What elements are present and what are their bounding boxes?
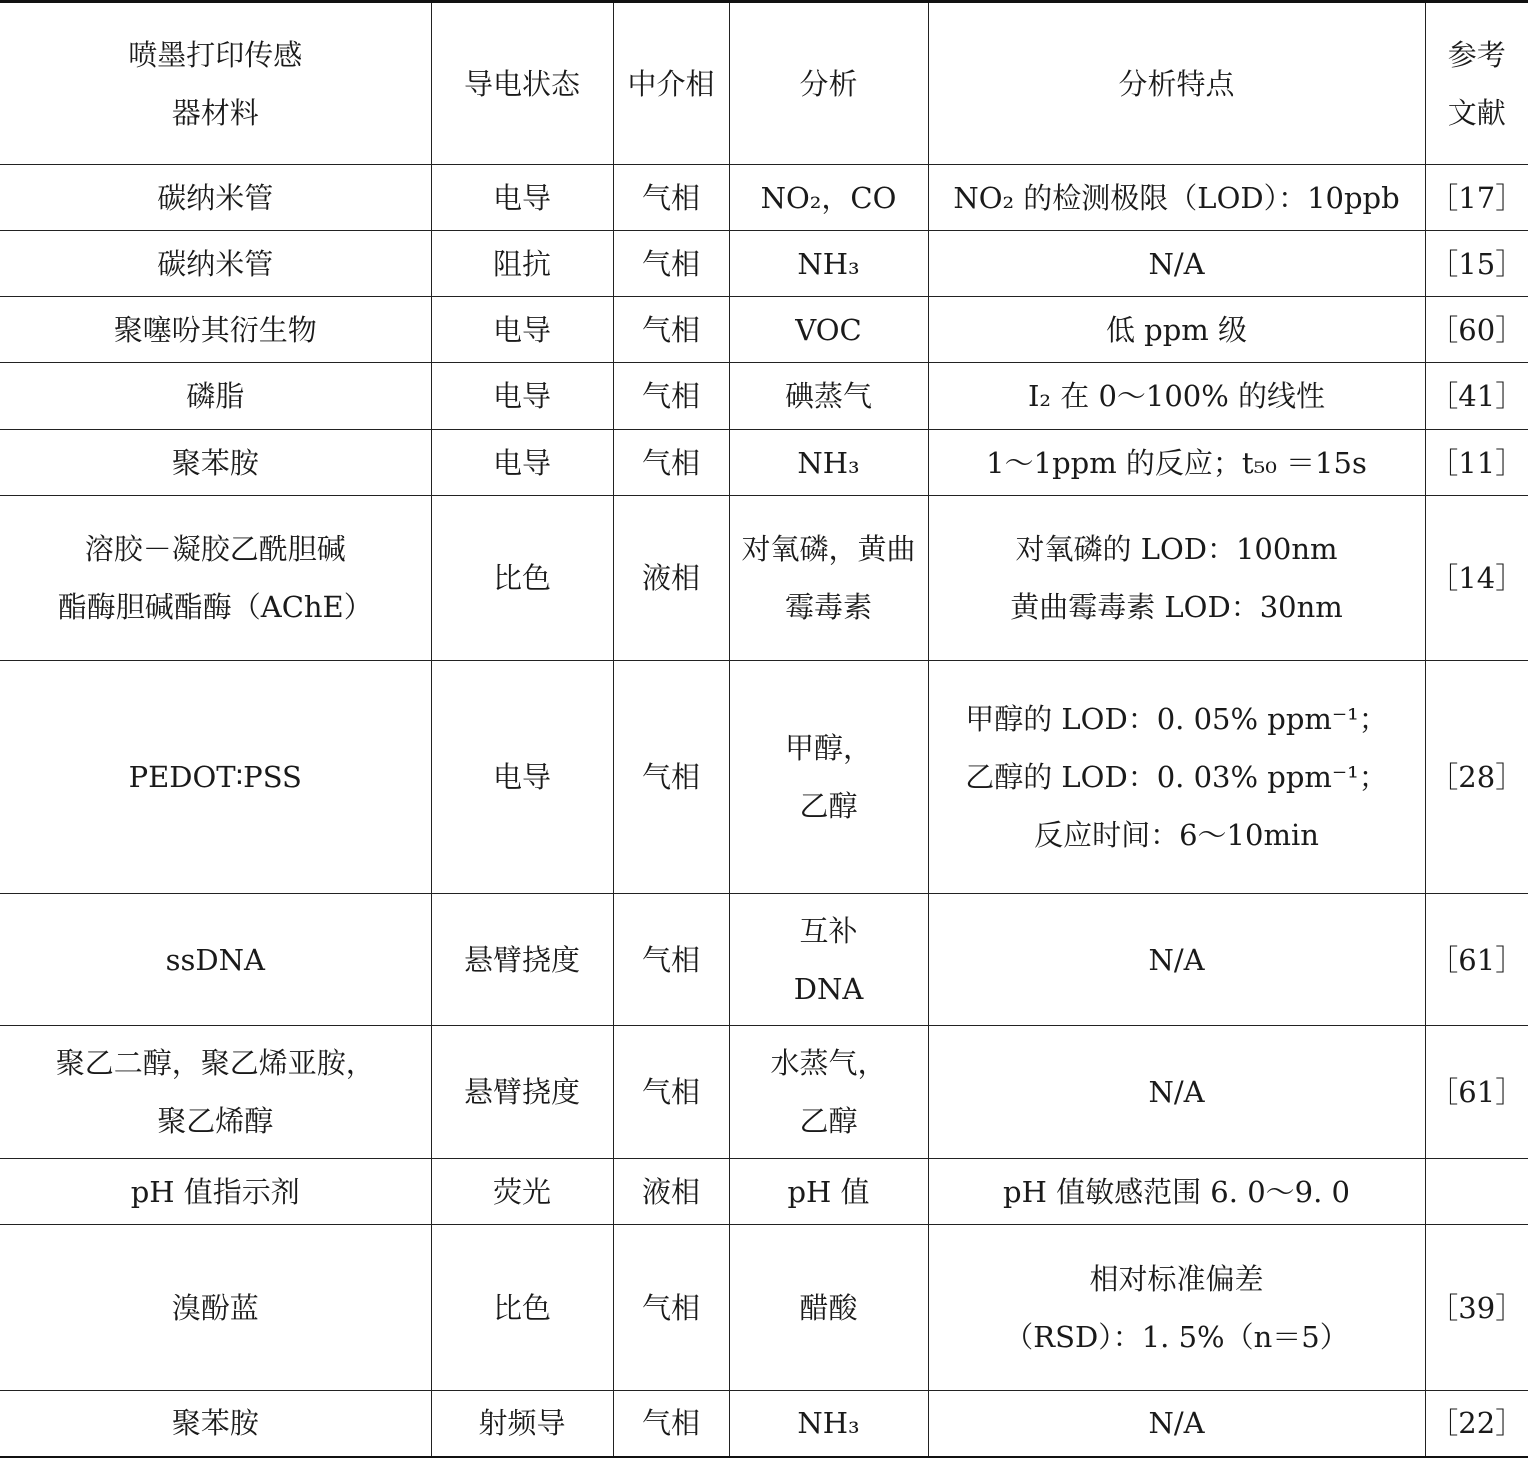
conduction-state-cell: 悬臂挠度 bbox=[431, 1026, 613, 1159]
conduction-state-cell: 悬臂挠度 bbox=[431, 894, 613, 1026]
analysis-features-cell: 对氧磷的 LOD：100nm 黄曲霉毒素 LOD：30nm bbox=[928, 496, 1425, 661]
table-row bbox=[0, 661, 1528, 894]
analysis-features-cell: pH 值敏感范围 6. 0～9. 0 bbox=[928, 1159, 1425, 1225]
material-cell: 溴酚蓝 bbox=[0, 1225, 431, 1391]
medium-phase-cell: 气相 bbox=[613, 1391, 729, 1457]
analyte-cell: 甲醇， 乙醇 bbox=[729, 661, 928, 894]
medium-phase-cell: 气相 bbox=[613, 363, 729, 430]
medium-phase-cell: 气相 bbox=[613, 661, 729, 894]
table-row bbox=[0, 231, 1528, 297]
table-row bbox=[0, 165, 1528, 231]
reference-cell: ［60］ bbox=[1425, 297, 1528, 363]
analysis-features-cell: 低 ppm 级 bbox=[928, 297, 1425, 363]
material-cell: 磷脂 bbox=[0, 363, 431, 430]
reference-cell: ［15］ bbox=[1425, 231, 1528, 297]
reference-cell: ［61］ bbox=[1425, 1026, 1528, 1159]
reference-cell: ［14］ bbox=[1425, 496, 1528, 661]
conduction-state-cell: 比色 bbox=[431, 496, 613, 661]
material-cell: 碳纳米管 bbox=[0, 231, 431, 297]
reference-cell: ［61］ bbox=[1425, 894, 1528, 1026]
medium-phase-cell: 气相 bbox=[613, 1225, 729, 1391]
table-row bbox=[0, 496, 1528, 661]
analysis-features-cell: 相对标准偏差 （RSD）：1. 5%（n＝5） bbox=[928, 1225, 1425, 1391]
material-cell: 聚乙二醇，聚乙烯亚胺， 聚乙烯醇 bbox=[0, 1026, 431, 1159]
reference-cell: ［41］ bbox=[1425, 363, 1528, 430]
material-cell: 聚苯胺 bbox=[0, 1391, 431, 1457]
medium-phase-cell: 气相 bbox=[613, 297, 729, 363]
analyte-cell: VOC bbox=[729, 297, 928, 363]
conduction-state-cell: 电导 bbox=[431, 165, 613, 231]
medium-phase-cell: 气相 bbox=[613, 894, 729, 1026]
analyte-cell: 对氧磷，黄曲 霉毒素 bbox=[729, 496, 928, 661]
table-body bbox=[0, 165, 1528, 1457]
analyte-cell: NO₂，CO bbox=[729, 165, 928, 231]
table-row bbox=[0, 363, 1528, 430]
conduction-state-cell: 电导 bbox=[431, 661, 613, 894]
conduction-state-cell: 电导 bbox=[431, 297, 613, 363]
table-row bbox=[0, 430, 1528, 496]
conduction-state-cell: 射频导 bbox=[431, 1391, 613, 1457]
reference-cell: ［17］ bbox=[1425, 165, 1528, 231]
medium-phase-cell: 气相 bbox=[613, 1026, 729, 1159]
header-analysis-features: 分析特点 bbox=[928, 2, 1425, 165]
material-cell: 碳纳米管 bbox=[0, 165, 431, 231]
table-row bbox=[0, 1026, 1528, 1159]
material-cell: pH 值指示剂 bbox=[0, 1159, 431, 1225]
analyte-cell: 水蒸气， 乙醇 bbox=[729, 1026, 928, 1159]
medium-phase-cell: 气相 bbox=[613, 430, 729, 496]
analyte-cell: 醋酸 bbox=[729, 1225, 928, 1391]
table-row bbox=[0, 1225, 1528, 1391]
conduction-state-cell: 比色 bbox=[431, 1225, 613, 1391]
header-conduction-state: 导电状态 bbox=[431, 2, 613, 165]
header-analyte: 分析 bbox=[729, 2, 928, 165]
material-cell: 溶胶－凝胶乙酰胆碱 酯酶胆碱酯酶（AChE） bbox=[0, 496, 431, 661]
material-cell: ssDNA bbox=[0, 894, 431, 1026]
analyte-cell: NH₃ bbox=[729, 430, 928, 496]
reference-cell: ［39］ bbox=[1425, 1225, 1528, 1391]
header-row bbox=[0, 2, 1528, 165]
medium-phase-cell: 液相 bbox=[613, 1159, 729, 1225]
header-medium-phase: 中介相 bbox=[613, 2, 729, 165]
table-row bbox=[0, 1159, 1528, 1225]
analysis-features-cell: 1～1ppm 的反应；t₅₀ ＝15s bbox=[928, 430, 1425, 496]
analysis-features-cell: N/A bbox=[928, 231, 1425, 297]
analyte-cell: pH 值 bbox=[729, 1159, 928, 1225]
analyte-cell: 碘蒸气 bbox=[729, 363, 928, 430]
material-cell: 聚噻吩其衍生物 bbox=[0, 297, 431, 363]
material-cell: 聚苯胺 bbox=[0, 430, 431, 496]
medium-phase-cell: 气相 bbox=[613, 165, 729, 231]
header-reference: 参考 文献 bbox=[1425, 2, 1528, 165]
reference-cell: ［22］ bbox=[1425, 1391, 1528, 1457]
analyte-cell: 互补 DNA bbox=[729, 894, 928, 1026]
analyte-cell: NH₃ bbox=[729, 1391, 928, 1457]
reference-cell bbox=[1425, 1159, 1528, 1225]
medium-phase-cell: 液相 bbox=[613, 496, 729, 661]
material-cell: PEDOT∶PSS bbox=[0, 661, 431, 894]
conduction-state-cell: 阻抗 bbox=[431, 231, 613, 297]
conduction-state-cell: 电导 bbox=[431, 430, 613, 496]
table-row bbox=[0, 1391, 1528, 1457]
analysis-features-cell: N/A bbox=[928, 1391, 1425, 1457]
table-row bbox=[0, 297, 1528, 363]
conduction-state-cell: 电导 bbox=[431, 363, 613, 430]
analyte-cell: NH₃ bbox=[729, 231, 928, 297]
analysis-features-cell: N/A bbox=[928, 894, 1425, 1026]
header-material: 喷墨打印传感 器材料 bbox=[0, 2, 431, 165]
reference-cell: ［28］ bbox=[1425, 661, 1528, 894]
analysis-features-cell: 甲醇的 LOD：0. 05% ppm⁻¹； 乙醇的 LOD：0. 03% ppm⁻¹； 反应时间：6～10min bbox=[928, 661, 1425, 894]
conduction-state-cell: 荧光 bbox=[431, 1159, 613, 1225]
analysis-features-cell: I₂ 在 0～100% 的线性 bbox=[928, 363, 1425, 430]
table-row bbox=[0, 894, 1528, 1026]
analysis-features-cell: NO₂ 的检测极限（LOD）：10ppb bbox=[928, 165, 1425, 231]
reference-cell: ［11］ bbox=[1425, 430, 1528, 496]
analysis-features-cell: N/A bbox=[928, 1026, 1425, 1159]
table-header bbox=[0, 2, 1528, 165]
medium-phase-cell: 气相 bbox=[613, 231, 729, 297]
